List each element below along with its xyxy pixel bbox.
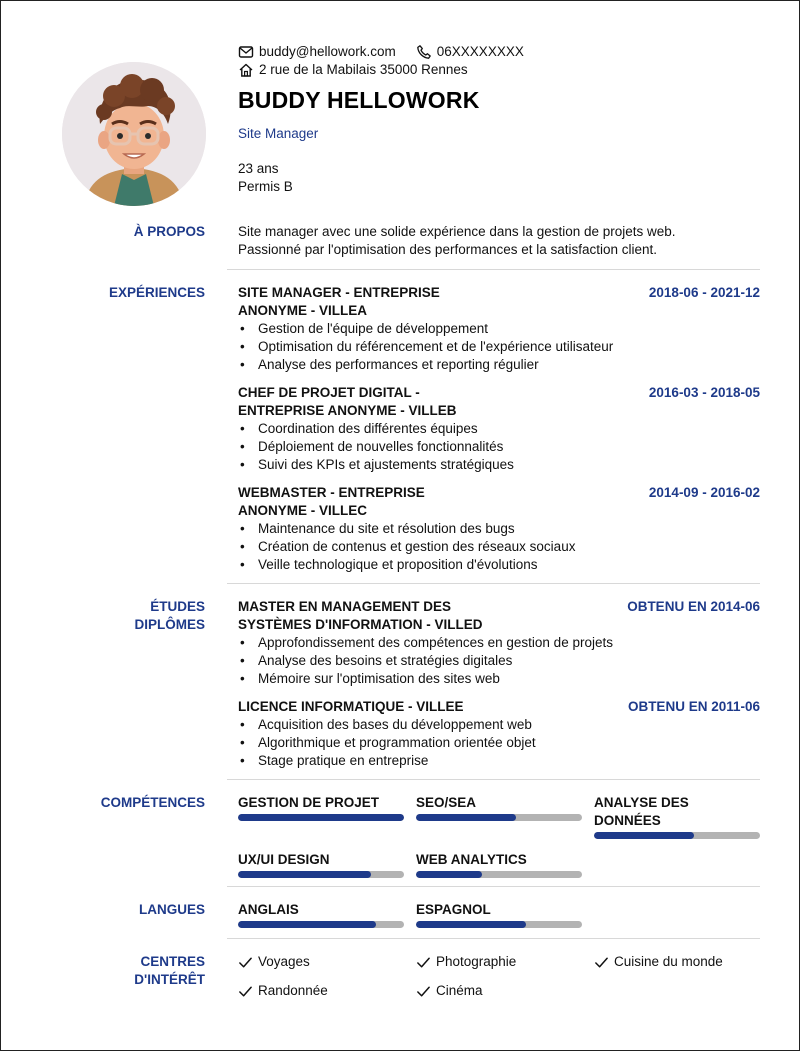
list-item: • Déploiement de nouvelles fonctionnalités bbox=[238, 438, 760, 456]
education-title-line: MASTER EN MANAGEMENT DES bbox=[238, 599, 452, 614]
check-icon bbox=[594, 955, 609, 970]
language-bar bbox=[416, 921, 582, 928]
experience-entry bbox=[238, 484, 760, 574]
interests-label-line: CENTRES bbox=[140, 954, 205, 969]
skills-label: COMPÉTENCES bbox=[100, 795, 205, 810]
experience-date: 2018-06 - 2021-12 bbox=[648, 285, 760, 300]
language-item bbox=[416, 901, 582, 928]
skill-item bbox=[416, 851, 582, 878]
experience-entry bbox=[238, 284, 760, 374]
address-contact bbox=[238, 61, 468, 79]
list-item: • Veille technologique et proposition d'évolutions bbox=[238, 556, 760, 574]
about-label: À PROPOS bbox=[133, 224, 205, 239]
interests-label bbox=[134, 953, 205, 989]
skill-bar-fill bbox=[594, 832, 694, 839]
language-name: ESPAGNOL bbox=[416, 902, 491, 917]
experience-title-line: CHEF DE PROJET DIGITAL - bbox=[238, 385, 420, 400]
list-item: • Suivi des KPIs et ajustements stratégiques bbox=[238, 456, 760, 474]
avatar bbox=[62, 62, 206, 206]
skill-item bbox=[238, 794, 404, 839]
interests-label-line: D'INTÉRÊT bbox=[134, 972, 205, 987]
home-icon bbox=[238, 62, 254, 78]
interest-label: Voyages bbox=[258, 954, 310, 969]
experience-bullets bbox=[238, 420, 760, 474]
list-item: • Maintenance du site et résolution des bugs bbox=[238, 520, 760, 538]
email-contact[interactable] bbox=[238, 43, 396, 61]
skill-item bbox=[594, 794, 760, 839]
interest-label: Photographie bbox=[436, 954, 517, 969]
skill-name: GESTION DE PROJET bbox=[238, 795, 380, 810]
education-label-line: ÉTUDES bbox=[150, 599, 205, 614]
job-title: Site Manager bbox=[238, 126, 319, 141]
language-bar-fill bbox=[416, 921, 526, 928]
list-item: • Approfondissement des compétences en gestion de projets bbox=[238, 634, 760, 652]
list-item: • Création de contenus et gestion des réseaux sociaux bbox=[238, 538, 760, 556]
skill-bar bbox=[416, 814, 582, 821]
education-title-line: LICENCE INFORMATIQUE - VILLEE bbox=[238, 699, 464, 714]
candidate-name: BUDDY HELLOWORK bbox=[238, 87, 480, 113]
license-text: Permis B bbox=[238, 179, 293, 194]
list-item: • Gestion de l'équipe de développement bbox=[238, 320, 760, 338]
list-item: • Algorithmique et programmation orientée objet bbox=[238, 734, 760, 752]
list-item: • Optimisation du référencement et de l'expérience utilisateur bbox=[238, 338, 760, 356]
list-item: • Mémoire sur l'optimisation des sites web bbox=[238, 670, 760, 688]
divider bbox=[227, 886, 760, 887]
language-bar bbox=[238, 921, 404, 928]
skills-grid bbox=[238, 794, 760, 890]
envelope-icon bbox=[238, 44, 254, 60]
avatar-illustration bbox=[62, 62, 206, 206]
skill-name: WEB ANALYTICS bbox=[416, 852, 527, 867]
language-name: ANGLAIS bbox=[238, 902, 299, 917]
education-list bbox=[238, 598, 760, 780]
experience-title-line: SITE MANAGER - ENTREPRISE bbox=[238, 285, 440, 300]
experience-entry bbox=[238, 384, 760, 474]
skill-item bbox=[238, 851, 404, 878]
list-item: • Acquisition des bases du développement web bbox=[238, 716, 760, 734]
skill-bar bbox=[238, 871, 404, 878]
education-date: OBTENU EN 2014-06 bbox=[627, 599, 760, 614]
address-text: 2 rue de la Mabilais 35000 Rennes bbox=[259, 62, 468, 77]
experiences-label: EXPÉRIENCES bbox=[108, 285, 205, 300]
check-icon bbox=[416, 984, 431, 999]
list-item: • Analyse des performances et reporting régulier bbox=[238, 356, 760, 374]
education-bullets bbox=[238, 716, 760, 770]
interest-item bbox=[238, 953, 404, 971]
education-date: OBTENU EN 2011-06 bbox=[627, 699, 760, 714]
divider bbox=[227, 779, 760, 780]
experience-title-line: ANONYME - VILLEA bbox=[238, 303, 368, 318]
age-text: 23 ans bbox=[238, 161, 279, 176]
experience-date: 2016-03 - 2018-05 bbox=[648, 385, 760, 400]
divider bbox=[227, 938, 760, 939]
skill-name: UX/UI DESIGN bbox=[238, 852, 330, 867]
list-item: • Stage pratique en entreprise bbox=[238, 752, 760, 770]
skill-bar bbox=[416, 871, 582, 878]
skill-item bbox=[416, 794, 582, 839]
skill-bar-fill bbox=[416, 814, 516, 821]
interest-item bbox=[238, 982, 404, 1000]
experience-title bbox=[238, 284, 440, 320]
education-title-line: SYSTÈMES D'INFORMATION - VILLED bbox=[238, 617, 483, 632]
skill-bar-fill bbox=[238, 871, 371, 878]
skill-bar bbox=[594, 832, 760, 839]
divider bbox=[227, 583, 760, 584]
skill-bar-fill bbox=[238, 814, 404, 821]
education-title bbox=[238, 698, 464, 716]
education-entry bbox=[238, 598, 760, 688]
education-label bbox=[134, 598, 205, 634]
interest-item bbox=[594, 953, 760, 971]
skill-bar-fill bbox=[416, 871, 482, 878]
experience-title bbox=[238, 384, 457, 420]
about-line-2: Passionné par l'optimisation des performances et la satisfaction client. bbox=[238, 242, 658, 257]
phone-icon bbox=[416, 44, 432, 60]
interests-grid bbox=[238, 953, 760, 1011]
experience-title-line: WEBMASTER - ENTREPRISE bbox=[238, 485, 425, 500]
experiences-list bbox=[238, 284, 760, 584]
education-title bbox=[238, 598, 482, 634]
skill-name: ANALYSE DES DONNÉES bbox=[594, 795, 689, 828]
phone-text: 06XXXXXXXX bbox=[436, 44, 524, 59]
interest-item bbox=[416, 953, 582, 971]
experience-title-line: ANONYME - VILLEC bbox=[238, 503, 368, 518]
about-line-1: Site manager avec une solide expérience dans la gestion de projets web. bbox=[238, 224, 676, 239]
divider bbox=[227, 269, 760, 270]
experience-bullets bbox=[238, 520, 760, 574]
interest-label: Randonnée bbox=[258, 983, 328, 998]
about-text bbox=[238, 223, 760, 259]
experience-title bbox=[238, 484, 425, 520]
language-bar-fill bbox=[238, 921, 376, 928]
experience-date: 2014-09 - 2016-02 bbox=[648, 485, 760, 500]
interest-label: Cinéma bbox=[436, 983, 483, 998]
personal-info bbox=[238, 160, 293, 196]
language-item bbox=[238, 901, 404, 928]
check-icon bbox=[238, 984, 253, 999]
contact-info bbox=[238, 43, 540, 79]
phone-contact[interactable] bbox=[416, 43, 524, 61]
list-item: • Analyse des besoins et stratégies digitales bbox=[238, 652, 760, 670]
experience-bullets bbox=[238, 320, 760, 374]
languages-grid bbox=[238, 901, 760, 940]
interest-label: Cuisine du monde bbox=[614, 954, 723, 969]
experience-title-line: ENTREPRISE ANONYME - VILLEB bbox=[238, 403, 457, 418]
education-label-line: DIPLÔMES bbox=[134, 617, 205, 632]
list-item: • Coordination des différentes équipes bbox=[238, 420, 760, 438]
languages-label: LANGUES bbox=[138, 902, 205, 917]
skill-name: SEO/SEA bbox=[416, 795, 477, 810]
email-text: buddy@hellowork.com bbox=[259, 44, 396, 59]
check-icon bbox=[416, 955, 431, 970]
skill-bar bbox=[238, 814, 404, 821]
education-entry bbox=[238, 698, 760, 770]
check-icon bbox=[238, 955, 253, 970]
education-bullets bbox=[238, 634, 760, 688]
interest-item bbox=[416, 982, 582, 1000]
